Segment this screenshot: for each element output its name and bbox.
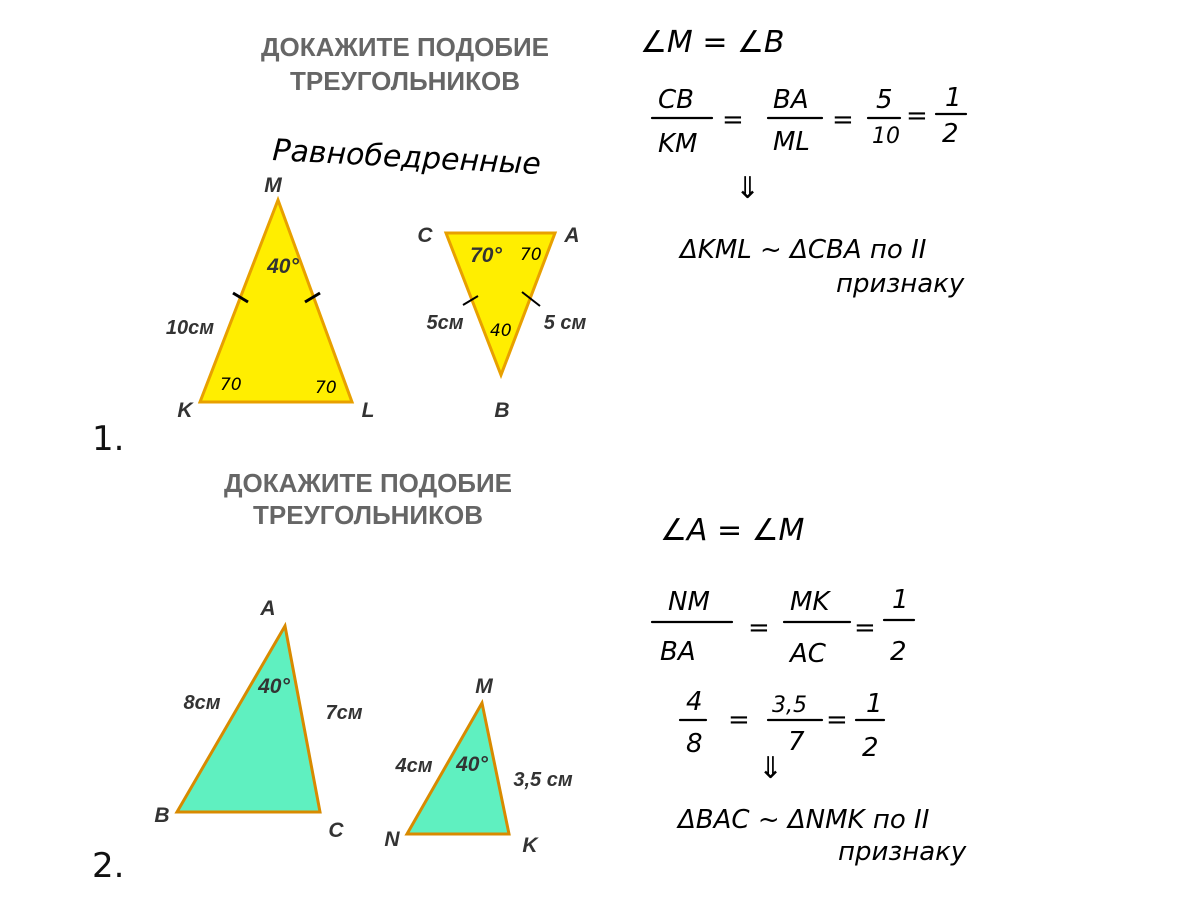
angle-a-label: 40° [258, 675, 290, 698]
solution2-ratio1-denominator: BA [660, 637, 696, 667]
angle-a-handwritten: 70 [520, 245, 542, 265]
angle-k-handwritten: 70 [220, 375, 242, 395]
solution2-ratio2-numerator: MK [790, 587, 830, 617]
angle-l-handwritten: 70 [315, 378, 337, 398]
problem1-title-line2: ТРЕУГОЛЬНИКОВ [290, 66, 520, 96]
problem1-title-line1: ДОКАЖИТЕ ПОДОБИЕ [260, 32, 550, 62]
side-km-label: 10см [165, 317, 215, 339]
solution1-angle-equality: ∠M = ∠B [640, 25, 785, 60]
problem-2 [92, 468, 967, 886]
triangle-abc [177, 626, 320, 812]
angle-c-label: 70° [470, 244, 502, 267]
vertex-b-label: B [154, 804, 170, 827]
vertex-n-label: N [384, 828, 400, 851]
solution2-calc1-denominator: 8 [686, 729, 703, 759]
solution1-ratio4-numerator: 1 [945, 83, 962, 113]
vertex-m-label: M [264, 174, 282, 197]
solution1-ratio1-denominator: KM [658, 129, 698, 159]
solution1-ratio4-denominator: 2 [942, 119, 959, 149]
solution1-conclusion-line1: ΔKML ~ ΔCBA по II [680, 235, 927, 265]
equals-sign: = [728, 705, 750, 735]
solution1-ratio1-numerator: CB [658, 85, 694, 115]
side-cb-label: 5см [426, 312, 464, 334]
solution2-calc2-numerator: 3,5 [772, 693, 807, 718]
equals-sign: = [906, 101, 928, 131]
solution2-implies-arrow: ⇓ [758, 751, 784, 786]
solution1-ratio2-denominator: ML [773, 127, 810, 157]
solution2-ratio3-numerator: 1 [892, 585, 909, 615]
solution2-calc3-denominator: 2 [862, 733, 879, 763]
problem2-title-line2: ТРЕУГОЛЬНИКОВ [253, 500, 483, 530]
solution1-ratio2-numerator: BA [773, 85, 809, 115]
equals-sign: = [748, 613, 770, 643]
side-ab-label: 8см [183, 692, 221, 714]
side-mk-label: 3,5 см [513, 769, 573, 791]
vertex-a-label: A [260, 597, 276, 620]
vertex-a-label: A [564, 224, 580, 247]
solution2-ratio1-numerator: NM [668, 587, 710, 617]
solution2-calc3-numerator: 1 [866, 689, 883, 719]
problem1-solution [640, 25, 966, 299]
solution1-ratio3-denominator: 10 [872, 124, 900, 149]
vertex-k-label: K [177, 399, 193, 422]
angle-m-label: 40° [456, 753, 488, 776]
solution1-implies-arrow: ⇓ [735, 171, 761, 206]
solution2-ratio2-denominator: AC [790, 639, 826, 669]
problem2-solution [652, 513, 967, 867]
vertex-k-label: K [522, 834, 538, 857]
equals-sign: = [722, 105, 744, 135]
solution2-conclusion-line2: признаку [838, 837, 967, 867]
side-ac-label: 7см [325, 702, 363, 724]
side-ab-label: 5 см [543, 312, 587, 334]
vertex-m-label: M [475, 675, 493, 698]
equals-sign: = [832, 105, 854, 135]
angle-b-handwritten: 40 [490, 321, 512, 341]
solution2-ratio3-denominator: 2 [890, 637, 907, 667]
vertex-l-label: L [361, 399, 375, 422]
equals-sign: = [826, 705, 848, 735]
solution2-angle-equality: ∠A = ∠M [660, 513, 805, 548]
vertex-b-label: B [494, 399, 510, 422]
solution1-ratio3-numerator: 5 [876, 85, 893, 115]
side-mn-label: 4см [395, 755, 433, 777]
solution2-conclusion-line1: ΔBAC ~ ΔNMK по II [678, 805, 930, 835]
problem2-title-line1: ДОКАЖИТЕ ПОДОБИЕ [223, 468, 513, 498]
solution2-calc1-numerator: 4 [686, 687, 703, 717]
problem-1 [92, 25, 966, 459]
solution2-calc2-denominator: 7 [788, 727, 805, 757]
solution1-conclusion-line2: признаку [836, 269, 965, 299]
problem2-number: 2. [92, 846, 125, 886]
equals-sign: = [854, 613, 876, 643]
angle-m-label: 40° [267, 255, 299, 278]
vertex-c-label: C [417, 224, 433, 247]
problem1-number: 1. [92, 419, 125, 459]
problem1-isosceles-note: Равнобедренные [271, 133, 542, 183]
triangle-kml [200, 200, 352, 402]
vertex-c-label: C [328, 819, 344, 842]
